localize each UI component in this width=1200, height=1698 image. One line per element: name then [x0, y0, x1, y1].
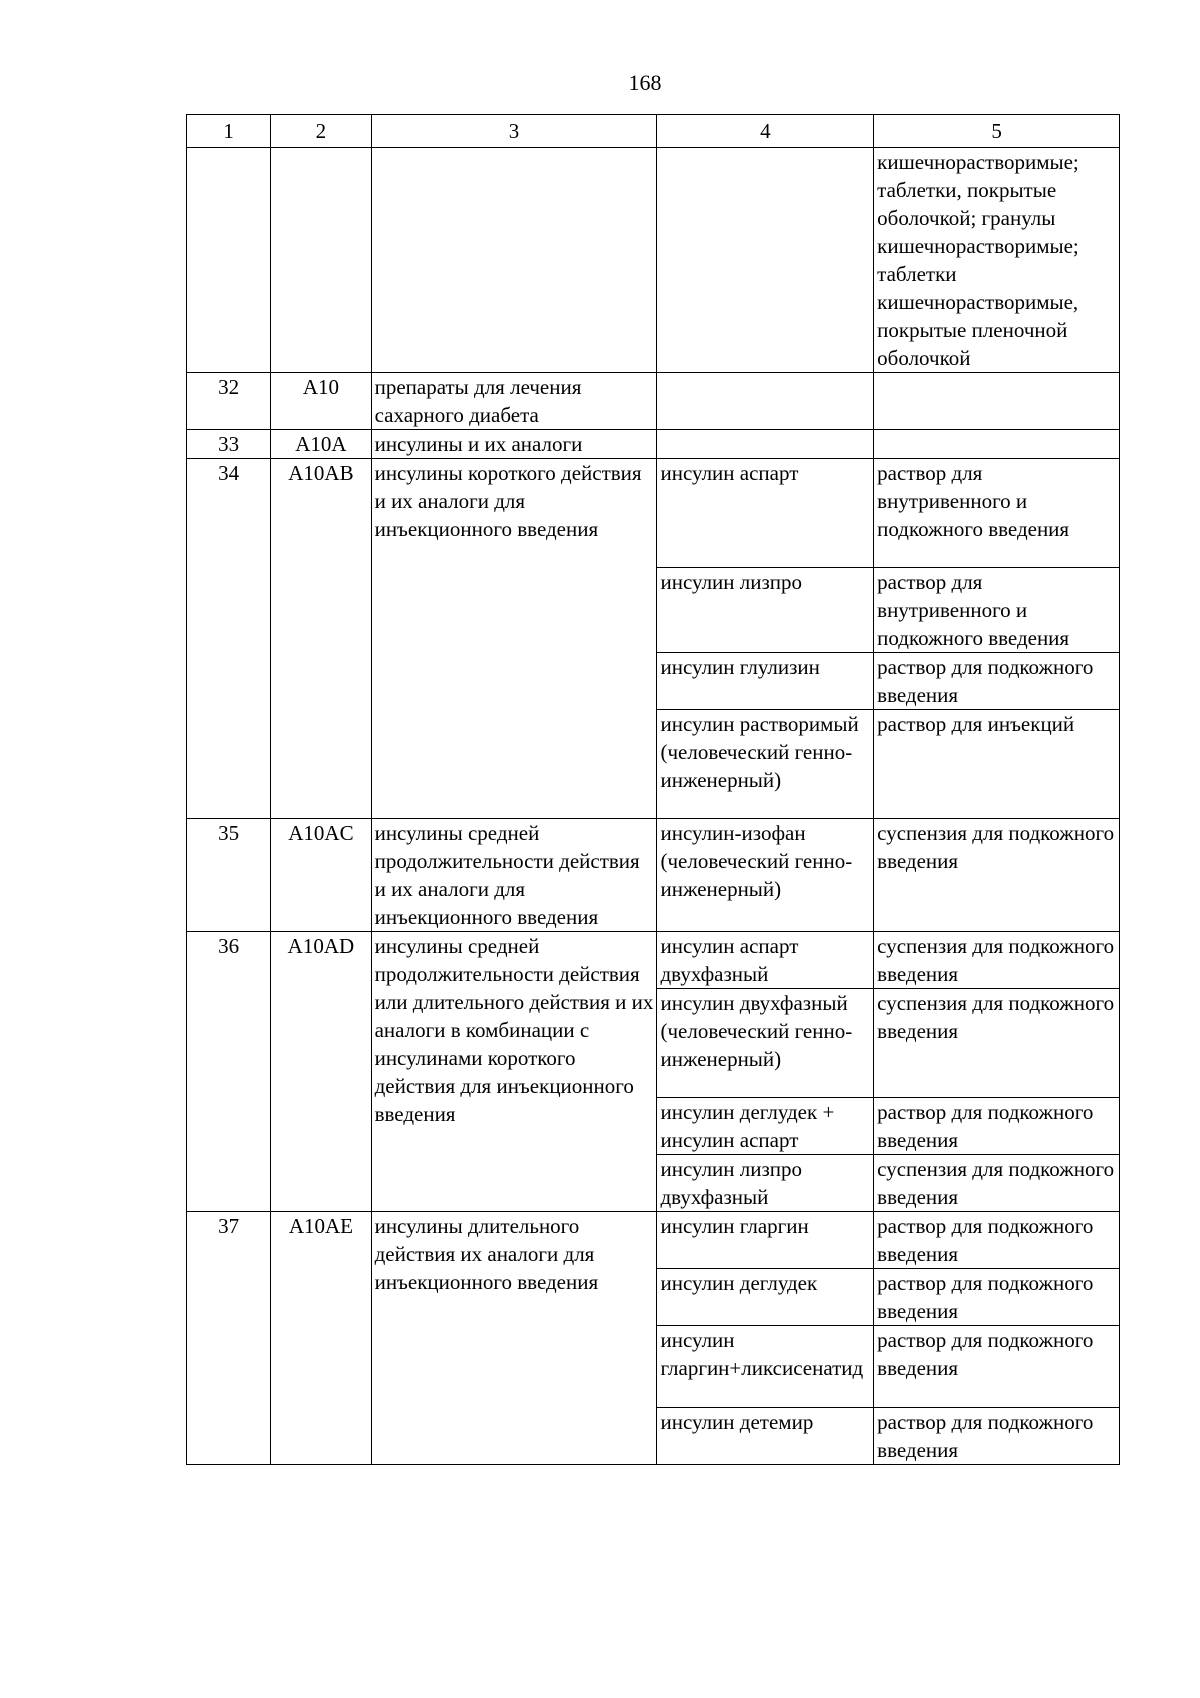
group-name: инсулины средней продолжительности действия или длительного действия и их аналоги в комбинации с инсулинами короткого действия для инъекционного введения [371, 932, 657, 1212]
dosage-form: раствор для подкожного введения [874, 1326, 1120, 1408]
atc-code: A10 [271, 373, 371, 430]
dosage-form: суспензия для подкожного введения [874, 989, 1120, 1098]
row-number: 37 [187, 1212, 271, 1465]
drug-name: инсулин гларгин [657, 1212, 874, 1269]
drug-name: инсулин лизпро двухфазный [657, 1155, 874, 1212]
row-number: 35 [187, 819, 271, 932]
drug-name [657, 430, 874, 459]
group-name: инсулины средней продолжительности действия и их аналоги для инъекционного введения [371, 819, 657, 932]
continuation-code [271, 148, 371, 373]
table-header [187, 115, 1120, 148]
atc-code: A10AE [271, 1212, 371, 1465]
continuation-row [187, 148, 1120, 373]
dosage-form: раствор для подкожного введения [874, 1212, 1120, 1269]
atc-code: A10A [271, 430, 371, 459]
dosage-form: раствор для подкожного введения [874, 1269, 1120, 1326]
drug-name [657, 373, 874, 430]
dosage-form: суспензия для подкожного введения [874, 819, 1120, 932]
dosage-form: суспензия для подкожного введения [874, 1155, 1120, 1212]
drug-name: инсулин растворимый (человеческий генно-инженерный) [657, 710, 874, 819]
table-body [187, 148, 1120, 1465]
drug-table [186, 114, 1120, 1465]
drug-name: инсулин гларгин+ликсисенатид [657, 1326, 874, 1408]
atc-code: A10AC [271, 819, 371, 932]
table-row [187, 373, 1120, 430]
drug-name: инсулин глулизин [657, 653, 874, 710]
table-row [187, 819, 1120, 932]
group-name: инсулины и их аналоги [371, 430, 657, 459]
continuation-drug [657, 148, 874, 373]
drug-name: инсулин детемир [657, 1408, 874, 1465]
table-row [187, 1212, 1120, 1269]
row-number: 33 [187, 430, 271, 459]
header-col-4: 4 [657, 115, 874, 148]
header-col-3: 3 [371, 115, 657, 148]
row-number: 32 [187, 373, 271, 430]
continuation-form: кишечнорастворимые; таблетки, покрытые оболочкой; гранулы кишечнорастворимые; таблетки кишечнорастворимые, покрытые пленочной оболочкой [874, 148, 1120, 373]
drug-name: инсулин деглудек [657, 1269, 874, 1326]
drug-name: инсулин деглудек + инсулин аспарт [657, 1098, 874, 1155]
continuation-num [187, 148, 271, 373]
dosage-form: раствор для инъекций [874, 710, 1120, 819]
header-row [187, 115, 1120, 148]
continuation-group [371, 148, 657, 373]
drug-name: инсулин-изофан (человеческий генно-инженерный) [657, 819, 874, 932]
row-number: 34 [187, 459, 271, 819]
dosage-form [874, 373, 1120, 430]
group-name: инсулины короткого действия и их аналоги для инъекционного введения [371, 459, 657, 819]
dosage-form: раствор для внутривенного и подкожного введения [874, 459, 1120, 568]
header-col-1: 1 [187, 115, 271, 148]
table-row [187, 932, 1120, 989]
atc-code: A10AD [271, 932, 371, 1212]
drug-name: инсулин аспарт двухфазный [657, 932, 874, 989]
dosage-form [874, 430, 1120, 459]
atc-code: A10AB [271, 459, 371, 819]
drug-name: инсулин аспарт [657, 459, 874, 568]
dosage-form: раствор для подкожного введения [874, 1098, 1120, 1155]
dosage-form: раствор для подкожного введения [874, 653, 1120, 710]
drug-name: инсулин двухфазный (человеческий генно-инженерный) [657, 989, 874, 1098]
dosage-form: раствор для подкожного введения [874, 1408, 1120, 1465]
dosage-form: раствор для внутривенного и подкожного введения [874, 568, 1120, 653]
page-number: 168 [628, 70, 662, 95]
group-name: инсулины длительного действия их аналоги для инъекционного введения [371, 1212, 657, 1465]
dosage-form: суспензия для подкожного введения [874, 932, 1120, 989]
table-row [187, 430, 1120, 459]
group-name: препараты для лечения сахарного диабета [371, 373, 657, 430]
table-row [187, 459, 1120, 568]
drug-name: инсулин лизпро [657, 568, 874, 653]
row-number: 36 [187, 932, 271, 1212]
header-col-5: 5 [874, 115, 1120, 148]
header-col-2: 2 [271, 115, 371, 148]
